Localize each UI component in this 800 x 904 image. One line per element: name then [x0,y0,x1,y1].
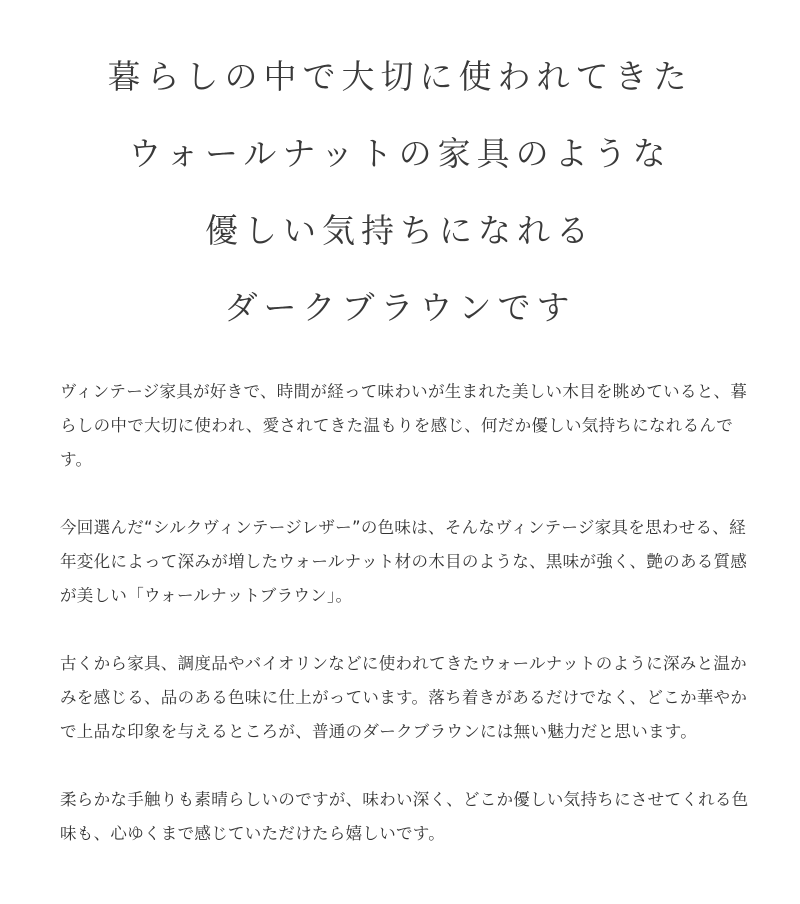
body-paragraph: 古くから家具、調度品やバイオリンなどに使われてきたウォールナットのように深みと温かみを感じる、品のある色味に仕上がっています。落ち着きがあるだけでなく、どこか華やかで上品な印象を与えるところが、普通のダークブラウンには無い魅力だと思います。 [60,654,748,741]
body-copy [60,375,750,851]
headline-line: 優しい気持ちになれる [205,211,595,250]
body-paragraph: 今回選んだ“シルクヴィンテージレザー”の色味は、そんなヴィンテージ家具を思わせる、経年変化によって深みが増したウォールナット材の木目のような、黒味が強く、艶のある質感が美しい「ウォールナットブラウン」。 [60,518,748,605]
headline-line: ダークブラウンです [224,288,576,327]
headline-line: 暮らしの中で大切に使われてきた [107,57,693,96]
body-paragraph: 柔らかな手触りも素晴らしいのですが、味わい深く、どこか優しい気持ちにさせてくれる色味も、心ゆくまで感じていただけたら嬉しいです。 [60,790,749,843]
body-paragraph: ヴィンテージ家具が好きで、時間が経って味わいが生まれた美しい木目を眺めていると、暮らしの中で大切に使われ、愛されてきた温もりを感じ、何だか優しい気持ちになれるんです。 [60,382,748,469]
headline-line: ウォールナットの家具のような [128,134,672,173]
headline [0,54,800,362]
